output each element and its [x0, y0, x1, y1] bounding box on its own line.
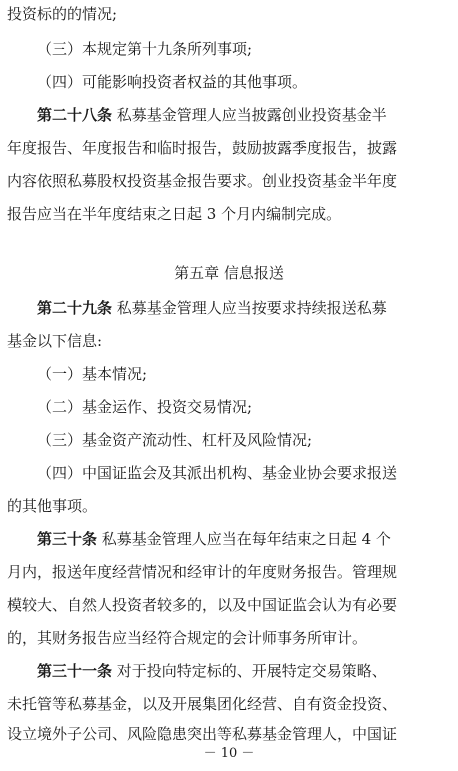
line-text: 私募基金管理人应当在每年结束之日起 4 个: [101, 530, 391, 548]
text-line: [0, 327, 458, 355]
line-text: 的，其财务报告应当经符合规定的会计师事务所审计。: [7, 629, 368, 647]
list-item: [0, 459, 458, 487]
line-text: 的其他事项。: [7, 497, 98, 515]
text-line: [0, 167, 458, 195]
line-text: 模较大、自然人投资者较多的，以及中国证监会认为有必要: [7, 596, 398, 614]
line-text: 月内，报送年度经营情况和经审计的年度财务报告。管理规: [7, 563, 398, 581]
text-line: [0, 0, 458, 28]
article-number: 第二十九条: [37, 299, 113, 317]
line-text: （三）基金资产流动性、杠杆及风险情况;: [37, 431, 313, 449]
line-text: 内容依照私募股权投资基金报告要求。创业投资基金半年度: [7, 172, 398, 190]
text-line: [0, 492, 458, 520]
article-number: 第二十八条: [37, 106, 113, 124]
list-item: [0, 426, 458, 454]
list-item: [0, 360, 458, 388]
line-text: 报告应当在半年度结束之日起 3 个月内编制完成。: [7, 205, 342, 223]
line-text: （一）基本情况;: [37, 365, 148, 383]
line-text: 年度报告、年度报告和临时报告，鼓励披露季度报告，披露: [7, 139, 398, 157]
article-number: 第三十一条: [37, 662, 113, 680]
chapter-heading: 第五章 信息报送: [174, 264, 284, 282]
article-start-line: [0, 525, 458, 553]
list-item: [0, 35, 458, 63]
article-start-line: [0, 657, 458, 685]
line-text: 基金以下信息:: [7, 332, 103, 350]
list-item: [0, 68, 458, 96]
text-line: [0, 624, 458, 652]
text-line: [0, 200, 458, 228]
text-line: [0, 558, 458, 586]
line-text: 未托管等私募基金，以及开展集团化经营、自有资金投资、: [7, 695, 398, 713]
line-text: （二）基金运作、投资交易情况;: [37, 398, 253, 416]
text-line: [0, 134, 458, 162]
list-item: [0, 393, 458, 421]
article-start-line: [0, 101, 458, 129]
line-text: （三）本规定第十九条所列事项;: [37, 40, 253, 58]
line-text: 设立境外子公司、风险隐患突出等私募基金管理人，中国证: [7, 725, 398, 743]
line-text: 私募基金管理人应当按要求持续报送私募: [116, 299, 387, 317]
article-number: 第三十条: [37, 530, 98, 548]
article-start-line: [0, 294, 458, 322]
text-line: [0, 690, 458, 718]
line-text: （四）中国证监会及其派出机构、基金业协会要求报送: [37, 464, 398, 482]
line-text: 投资标的的情况;: [7, 5, 118, 23]
line-text: （四）可能影响投资者权益的其他事项。: [37, 73, 308, 91]
page-number: － 10 －: [203, 746, 255, 761]
line-text: 私募基金管理人应当披露创业投资基金半: [116, 106, 387, 124]
line-text: 对于投向特定标的、开展特定交易策略、: [116, 662, 387, 680]
text-line: [0, 591, 458, 619]
